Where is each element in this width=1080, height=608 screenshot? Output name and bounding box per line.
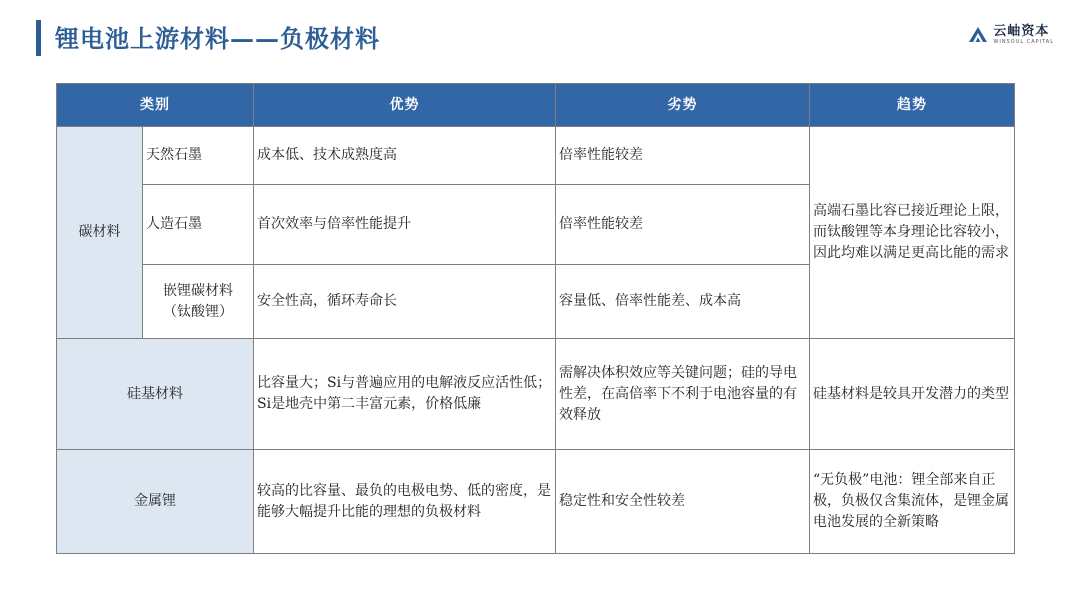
disadvantages-cell: 容量低、倍率性能差、成本高 (556, 265, 810, 339)
header-category: 类别 (57, 84, 254, 127)
disadvantages-cell: 倍率性能较差 (556, 127, 810, 185)
category-lithium-metal: 金属锂 (57, 450, 254, 554)
logo-name-en: WINSOUL CAPITAL (993, 39, 1054, 45)
advantages-cell: 较高的比容量、最负的电极电势、低的密度，是能够大幅提升比能的理想的负极材料 (254, 450, 556, 554)
category-carbon: 碳材料 (57, 127, 143, 339)
disadvantages-cell: 倍率性能较差 (556, 185, 810, 265)
logo-name-cn: 云岫资本 (993, 24, 1050, 39)
category-silicon: 硅基材料 (57, 339, 254, 450)
subtype-natural-graphite: 天然石墨 (143, 127, 254, 185)
header-disadvantages: 劣势 (556, 84, 810, 127)
subtype-lithium-titanate (143, 265, 254, 339)
title-accent-bar (36, 20, 41, 56)
logo (967, 24, 1054, 46)
header-trend: 趋势 (810, 84, 1015, 127)
table-header-row (57, 84, 1015, 127)
subtype-artificial-graphite: 人造石墨 (143, 185, 254, 265)
subtype-name-line1: 嵌锂碳材料 (163, 282, 233, 299)
advantages-cell: 安全性高，循环寿命长 (254, 265, 556, 339)
trend-cell-carbon: 高端石墨比容已接近理论上限，而钛酸锂等本身理论比容较小，因此均难以满足更高比能的需求 (810, 127, 1015, 339)
advantages-cell: 比容量大；Si与普遍应用的电解液反应活性低；Si是地壳中第二丰富元素，价格低廉 (254, 339, 556, 450)
logo-mountain-icon (967, 24, 989, 46)
advantages-cell: 成本低、技术成熟度高 (254, 127, 556, 185)
subtype-name-line2: （钛酸锂） (163, 303, 233, 320)
advantages-cell: 首次效率与倍率性能提升 (254, 185, 556, 265)
anode-materials-table (56, 83, 1015, 554)
trend-cell-silicon: 硅基材料是较具开发潜力的类型 (810, 339, 1015, 450)
page-title: 锂电池上游材料——负极材料 (55, 24, 380, 53)
table-row (57, 450, 1015, 554)
table-row (57, 339, 1015, 450)
disadvantages-cell: 稳定性和安全性较差 (556, 450, 810, 554)
disadvantages-cell: 需解决体积效应等关键问题；硅的导电性差，在高倍率下不利于电池容量的有效释放 (556, 339, 810, 450)
table-row (57, 127, 1015, 185)
header-advantages: 优势 (254, 84, 556, 127)
trend-cell-lithium: “无负极”电池：锂全部来自正极，负极仅含集流体，是锂金属电池发展的全新策略 (810, 450, 1015, 554)
